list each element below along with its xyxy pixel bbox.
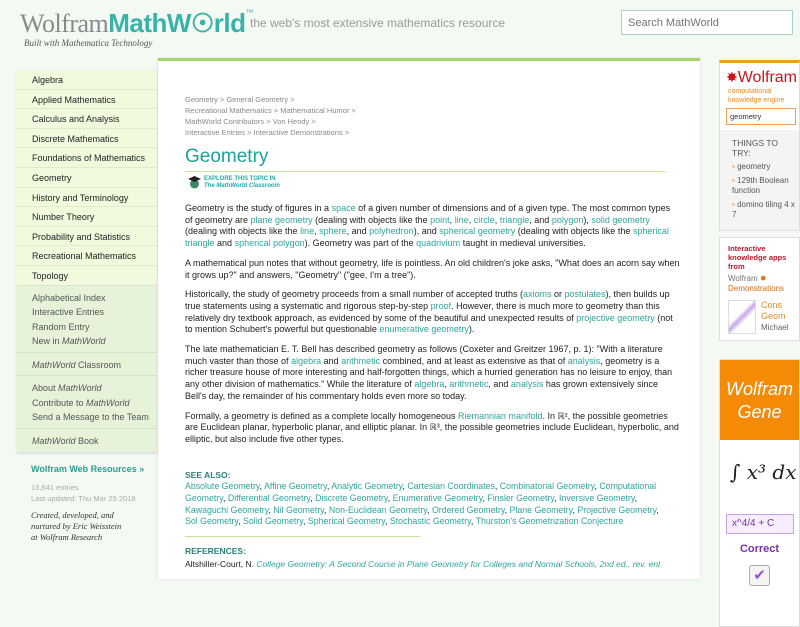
see-also-link[interactable]: Cartesian Coordinates: [407, 481, 495, 492]
term-link[interactable]: line: [300, 226, 315, 237]
text: ), then builds up true statements using a systematic and rigorous step-by-step: [185, 289, 670, 311]
text: and: [321, 355, 342, 366]
see-also-link[interactable]: Ordered Geometry: [431, 504, 505, 515]
label: geometry: [737, 162, 771, 171]
answer-field[interactable]: x^4/4 + C: [726, 514, 794, 534]
sidebar-item-algebra[interactable]: Algebra: [16, 70, 157, 90]
paragraph: [185, 203, 680, 250]
text: Historically, the study of geometry proceeds from a small number of accepted truths (: [185, 289, 523, 300]
label: 129th Boolean function: [732, 176, 789, 195]
sidebar-item-topology[interactable]: Topology: [16, 266, 157, 286]
reference-title-link[interactable]: College Geometry: A Second Course in Plane Geometry for Colleges and Normal Schools, 2nd ed., rev. enl.: [256, 559, 663, 570]
bullet-icon: ▪: [732, 200, 738, 209]
breadcrumb-line[interactable]: Geometry > General Geometry >: [185, 95, 295, 104]
text: ), and: [413, 226, 440, 237]
see-also-link[interactable]: Stochastic Geometry: [389, 516, 471, 527]
term-link[interactable]: analysis: [510, 379, 544, 390]
text: , and: [346, 226, 370, 237]
see-also-divider: [185, 536, 420, 537]
text: Formally, a geometry is defined as a complete locally homogeneous: [185, 410, 458, 421]
term-link[interactable]: line: [454, 214, 469, 225]
text: , and: [488, 379, 511, 390]
sidebar-link-send-message[interactable]: Send a Message to the Team: [32, 412, 149, 423]
text: taught in medieval universities.: [460, 238, 586, 249]
term-link[interactable]: algebra: [414, 379, 445, 390]
tagline: the web's most extensive mathematics resource: [250, 16, 506, 30]
breadcrumb-line[interactable]: Recreational Mathematics > Mathematical Humor >: [185, 106, 356, 115]
explore-line2: The MathWorld Classroom: [204, 183, 280, 189]
see-also-link[interactable]: Non-Euclidean Geometry: [328, 504, 428, 515]
logo-subtitle: Built with Mathematica Technology: [24, 38, 153, 48]
text: ).: [468, 324, 475, 335]
text: ),: [583, 214, 592, 225]
text: ,: [314, 226, 320, 237]
checkmark-icon[interactable]: ✔: [749, 565, 770, 586]
credit-line: nurtured by Eric Weisstein: [31, 521, 122, 532]
see-also-link[interactable]: Thurston's Geometrization Conjecture: [475, 516, 624, 527]
label: Book: [75, 435, 99, 446]
term-link[interactable]: polyhedron: [369, 226, 414, 237]
term-link[interactable]: space: [331, 203, 356, 213]
text: (dealing with objects like the: [515, 226, 633, 237]
term-link[interactable]: arithmetic: [449, 379, 489, 390]
ad-banner: [720, 360, 799, 440]
header: [0, 0, 800, 58]
wolfram-mathworld-logo[interactable]: [20, 8, 253, 39]
last-updated: Last updated: Thu Mar 29 2018: [31, 494, 136, 504]
demo-author: Michael: [761, 323, 789, 332]
bullet-icon: ▪: [732, 162, 738, 171]
things-to-try-heading: THINGS TO TRY:: [732, 138, 778, 158]
entry-count: 13,641 entries: [31, 483, 79, 493]
see-also-link[interactable]: Finsler Geometry: [487, 493, 555, 504]
title-divider: [185, 171, 665, 172]
sidebar-link-book[interactable]: [16, 434, 157, 449]
sidebar-item-probability-and-statistics[interactable]: Probability and Statistics: [16, 227, 157, 247]
brand: Wolfram: [728, 274, 758, 283]
demo-title-link[interactable]: [761, 300, 789, 322]
term-link[interactable]: point: [430, 214, 450, 225]
text: ,: [494, 214, 500, 225]
paragraph: [185, 289, 680, 336]
term-link[interactable]: proof: [430, 300, 452, 311]
term-link[interactable]: solid geometry: [591, 214, 650, 225]
text: , and: [529, 214, 552, 225]
text: ,: [449, 214, 455, 225]
label: Classroom: [75, 359, 122, 370]
sidebar-link-new[interactable]: [16, 334, 157, 349]
text: or: [551, 289, 565, 300]
alpha-subtitle: computational knowledge engine: [728, 88, 785, 104]
text: . However, there is much more to geometry than this relatively dry textbook approach, as evidenced by some of the beautiful and unexpected results of: [185, 300, 660, 323]
label: Contribute to: [32, 397, 87, 408]
sidebar-link-contribute[interactable]: [16, 396, 157, 411]
wolfram-problem-generator-ad[interactable]: [719, 359, 800, 627]
sidebar-item-geometry[interactable]: Geometry: [16, 168, 157, 188]
see-also-heading: SEE ALSO:: [185, 469, 231, 480]
explore-line1: EXPLORE THIS TOPIC IN: [204, 176, 276, 182]
see-also-link[interactable]: Inversive Geometry: [559, 493, 635, 504]
text: ,: [468, 214, 474, 225]
things-to-try: [720, 130, 799, 230]
text: Geometry is the study of figures in a: [185, 203, 332, 213]
text: (dealing with objects like the: [312, 214, 431, 225]
text: (dealing with objects like the: [185, 226, 301, 237]
demo-heading: Interactive knowledge apps from: [728, 244, 787, 271]
brand: Wolfram: [737, 69, 797, 86]
brand2: Demonstrations: [728, 284, 785, 293]
text: , geometry is a richer treasure house of more interesting and half-forgotten things, which a hurried generation has no leisure to enjoy, than any other division of mathematics." While the literature of: [185, 355, 673, 390]
label-italic: MathWorld: [86, 397, 130, 408]
sidebar-link-random-entry[interactable]: Random Entry: [32, 321, 90, 332]
text: The late mathematician E. T. Bell has described geometry as follows (Coxeter and Greitzer 1967, p. 1): "With a literature much vaster than those of: [185, 344, 663, 366]
references-heading: REFERENCES:: [185, 546, 246, 557]
text: ,: [444, 379, 450, 390]
see-also-link[interactable]: Computational Geometry: [185, 481, 657, 504]
reference-item: [185, 559, 665, 569]
term-link[interactable]: quadrivium: [416, 238, 461, 249]
sidebar: [16, 70, 157, 543]
line: Geom: [761, 311, 786, 321]
logo-wolfram: Wolfram: [20, 9, 109, 38]
see-also-link[interactable]: Solid Geometry: [243, 516, 303, 527]
term-link[interactable]: spherical geometry: [439, 226, 516, 237]
label: About: [32, 383, 59, 394]
term-link[interactable]: plane geometry: [250, 214, 313, 225]
text: (not to mention Schubert's powerful but questionable: [185, 312, 673, 335]
sidebar-item-recreational-mathematics[interactable]: Recreational Mathematics: [16, 246, 157, 266]
spikey-icon: ✸: [759, 274, 767, 283]
category-list: [16, 70, 157, 286]
spikey-icon: ✸: [726, 69, 738, 85]
term-link[interactable]: projective geometry: [576, 312, 655, 323]
term-link[interactable]: polygon: [551, 214, 584, 225]
label-italic: MathWorld: [32, 435, 76, 446]
page-title: Geometry: [185, 146, 269, 167]
see-also-link[interactable]: Spherical Geometry: [307, 516, 385, 527]
wolfram-alpha-widget: [719, 60, 800, 231]
graduation-cap-icon: [188, 175, 201, 189]
see-also-link[interactable]: Differential Geometry: [227, 493, 311, 504]
sidebar-links: [16, 286, 157, 453]
term-link[interactable]: algebra: [291, 355, 322, 366]
see-also-link[interactable]: Sol Geometry: [185, 516, 239, 527]
logo-mathworld: MathW☉rld: [108, 8, 246, 38]
sidebar-item-history-and-terminology[interactable]: History and Terminology: [16, 188, 157, 208]
search-input[interactable]: [621, 10, 793, 35]
main-content: [158, 58, 700, 579]
breadcrumb-line[interactable]: MathWorld Contributors > Von Hendy >: [185, 117, 316, 126]
breadcrumb: [185, 94, 680, 138]
reference-author: Altshiller-Court, N.: [185, 559, 257, 570]
credit-line: Created, developed, and: [31, 510, 114, 521]
try-item[interactable]: [732, 162, 795, 172]
see-also-link[interactable]: Discrete Geometry: [315, 493, 388, 504]
credit: [31, 510, 157, 543]
term-link[interactable]: spherical polygon: [234, 238, 305, 249]
paragraph: [185, 258, 680, 281]
term-link[interactable]: triangle: [499, 214, 530, 225]
term-link[interactable]: Riemannian manifold: [457, 410, 543, 421]
sidebar-item-applied-mathematics[interactable]: Applied Mathematics: [16, 90, 157, 110]
text: combined, and at least as extensive as that of: [380, 355, 568, 366]
sidebar-item-foundations-of-mathematics[interactable]: Foundations of Mathematics: [16, 148, 157, 168]
paragraph: [185, 411, 680, 446]
text: and: [214, 238, 235, 249]
see-also: [185, 470, 665, 529]
term-link[interactable]: spherical triangle: [185, 226, 669, 249]
logo-tm: ™: [245, 8, 253, 17]
term-link[interactable]: arithmetic: [341, 355, 381, 366]
sidebar-link-classroom[interactable]: [16, 358, 157, 373]
text: ). Geometry was part of the: [304, 238, 417, 249]
line: Gene: [737, 402, 782, 422]
see-also-link[interactable]: Enumerative Geometry: [392, 493, 483, 504]
demo-brand: [728, 274, 795, 294]
right-column: [719, 60, 800, 627]
see-also-link[interactable]: Affine Geometry: [264, 481, 327, 492]
sidebar-item-discrete-mathematics[interactable]: Discrete Mathematics: [16, 129, 157, 149]
sidebar-link-alphabetical-index[interactable]: Alphabetical Index: [32, 292, 106, 303]
demonstrations-widget: [719, 237, 800, 341]
term-link[interactable]: axioms: [522, 289, 552, 300]
sidebar-item-number-theory[interactable]: Number Theory: [16, 207, 157, 227]
see-also-link[interactable]: Combinatorial Geometry: [499, 481, 595, 492]
text: . In ℝ², the possible geometries are Euclidean planar, hyperbolic planar, and elliptic planar. In ℝ³, the possible geometries include Euclidean, hyperbolic, and elliptic, but also include five other types.: [185, 410, 679, 444]
wolfram-web-resources-link[interactable]: Wolfram Web Resources »: [31, 464, 145, 475]
see-also-link[interactable]: Kawaguchi Geometry: [185, 504, 269, 515]
see-also-link[interactable]: Analytic Geometry: [331, 481, 403, 492]
term-link[interactable]: sphere: [319, 226, 347, 237]
alpha-query-input[interactable]: [726, 108, 796, 125]
site-meta: [31, 482, 157, 504]
label-italic: MathWorld: [58, 383, 102, 394]
paragraph: [185, 344, 680, 403]
sidebar-link-about[interactable]: [16, 381, 157, 396]
wolfram-alpha-logo[interactable]: [720, 63, 799, 87]
article-body: [185, 203, 680, 446]
breadcrumb-line[interactable]: Interactive Entries > Interactive Demonstrations >: [185, 128, 350, 137]
try-item[interactable]: [732, 176, 795, 196]
term-link[interactable]: postulates: [564, 289, 606, 300]
label: domino tiling 4 x 7: [732, 200, 795, 219]
line: Wolfram: [726, 379, 793, 399]
demo-thumbnail[interactable]: [728, 300, 756, 334]
correct-label: Correct: [739, 543, 780, 555]
see-also-links: Absolute Geometry, Affine Geometry, Analytic Geometry, Cartesian Coordinates, Combinatorial Geometry, Computational Geometry, Differential Geometry, Discrete Geometry, Enumerative Geometry, Finsler Geometry, Inversive Geometry, Kawaguchi Geometry, Nil Geometry, Non-Euclidean Geometry, Ordered Geometry, Plane Geometry, Projective Geometry, Sol Geometry, Solid Geometry, Spherical Geometry, Stochastic Geometry, Thurston's Geometrization Conjecture: [185, 481, 659, 527]
term-link[interactable]: enumerative geometry: [379, 324, 469, 335]
integral-problem: ∫ x³ dx: [730, 460, 797, 484]
bullet-icon: ▪: [732, 176, 738, 185]
credit-line: at Wolfram Research: [31, 532, 103, 543]
label-italic: MathWorld: [62, 336, 106, 347]
sidebar-item-calculus-and-analysis[interactable]: Calculus and Analysis: [16, 109, 157, 129]
term-link[interactable]: circle: [473, 214, 495, 225]
line: Cons: [761, 300, 783, 310]
see-also-link[interactable]: Plane Geometry: [509, 504, 573, 515]
text: of a given number of dimensions and of a given type. The most common types of geometry are: [185, 203, 671, 225]
term-link[interactable]: analysis: [567, 355, 601, 366]
explore-classroom-link[interactable]: [188, 175, 680, 191]
see-also-link[interactable]: Nil Geometry: [273, 504, 325, 515]
label-italic: MathWorld: [32, 359, 76, 370]
try-item[interactable]: [732, 200, 795, 220]
label: New in: [32, 336, 63, 347]
sidebar-link-interactive-entries[interactable]: Interactive Entries: [32, 307, 105, 318]
see-also-link[interactable]: Absolute Geometry: [185, 481, 260, 492]
text: A mathematical pun notes that without geometry, life is pointless. An old children's joke asks, "What does an acorn say when it grows up?" and answers, "Geometry" ("gee, I'm a tree").: [185, 257, 680, 280]
see-also-link[interactable]: Projective Geometry: [577, 504, 657, 515]
text: has grown extensively since Bell's day, the remainder of his commentary holds even more so today.: [185, 379, 658, 401]
